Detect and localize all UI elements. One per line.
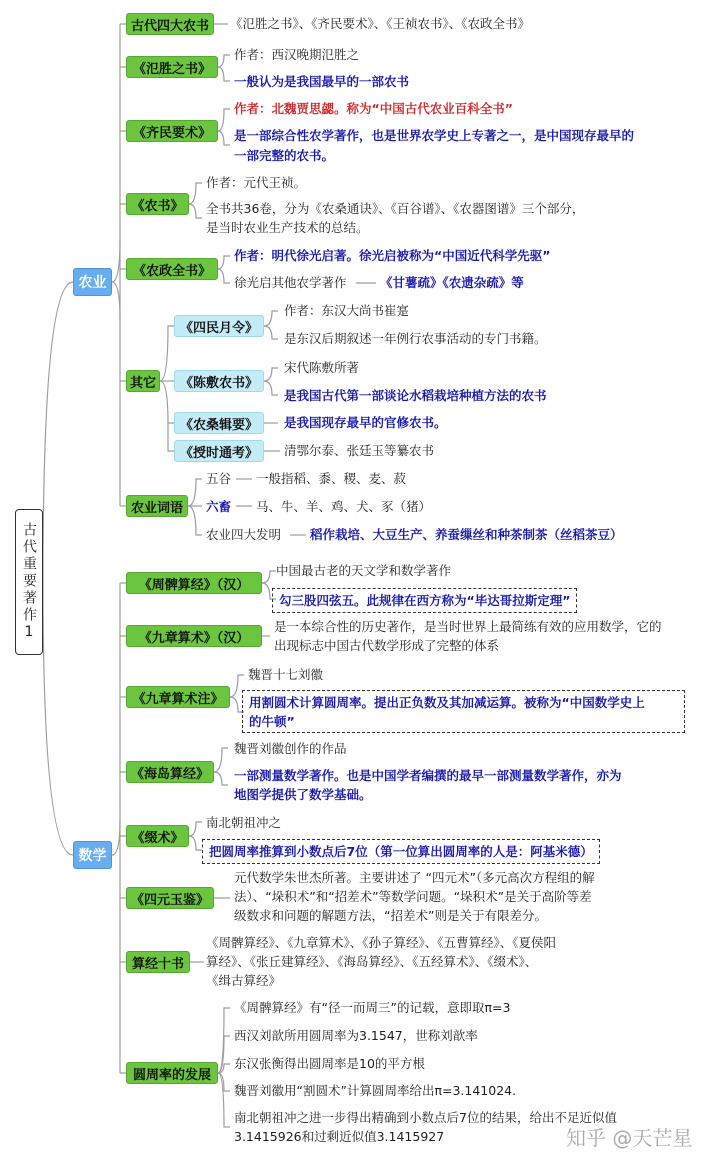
nongzheng-other-books: 《甘薯疏》《农遗杂疏》等 bbox=[380, 275, 524, 290]
nongshu-author: 作者：元代王祯。 bbox=[206, 175, 307, 190]
siyuan-note-2: 法）、“垛积术”和“招差术”等数学问题。“垛积术”是关于高阶等差 bbox=[234, 889, 592, 904]
fansheng-author: 作者：西汉晚期氾胜之 bbox=[234, 47, 360, 62]
qimin-author: 作者：北魏贾思勰。称为“中国古代农业百科全书” bbox=[234, 101, 513, 116]
jiuzhangzhu-note-1: 用割圆术计算圆周率。提出正负数及其加减运算。被称为“中国数学史上 bbox=[249, 695, 645, 710]
liuchu-text: 马、牛、羊、鸡、犬、豕（猪） bbox=[256, 499, 432, 514]
jiuzhangzhu-note bbox=[242, 690, 685, 733]
agri-node: 农业 bbox=[73, 268, 112, 296]
pi-line-5a: 南北朝祖冲之进一步得出精确到小数点后7位的结果，给出不足近似值 bbox=[234, 1110, 617, 1125]
siyuan-note-1: 元代数学朱世杰所著。主要讲述了 “四元术”（多元高次方程组的解 bbox=[234, 870, 595, 885]
four-inventions-label: 农业四大发明 bbox=[206, 527, 282, 542]
terms-node: 农业词语 bbox=[126, 495, 188, 517]
jiuzhangzhu-author: 魏晋十七刘徽 bbox=[248, 667, 324, 682]
simin-author: 作者：东汉大尚书崔寔 bbox=[284, 303, 410, 318]
pi-line-1: 《周髀算经》有“径一而周三”的记载，意即取π=3 bbox=[234, 1000, 511, 1015]
nongzheng-other-prefix: 徐光启其他农学著作 bbox=[234, 275, 347, 290]
qimin-note-2: 一部完整的农书。 bbox=[234, 148, 335, 163]
pi-line-2: 西汉刘歆所用圆周率为3.1547，世称刘歆率 bbox=[234, 1028, 478, 1043]
wugu-text: 一般指稻、黍、稷、麦、菽 bbox=[256, 471, 407, 486]
zhuishu-node: 《缀术》 bbox=[126, 825, 189, 847]
watermark: 知乎 @天芒星 bbox=[566, 1126, 693, 1150]
zhoubi-theorem: 勾三股四弦五。此规律在西方称为“毕达哥拉斯定理” bbox=[272, 588, 577, 613]
haidao-author: 魏晋刘徽创作的作品 bbox=[234, 741, 347, 756]
haidao-note-1: 一部测量数学著作。也是中国学者编撰的最早一部测量数学著作，亦为 bbox=[234, 768, 622, 783]
jiuzhang-note-2: 出现标志中国古代数学形成了完整的体系 bbox=[274, 638, 500, 653]
fansheng-node: 《氾胜之书》 bbox=[126, 56, 218, 78]
jiyao-note: 是我国现存最早的官修农书。 bbox=[284, 415, 447, 430]
pi-line-4: 魏晋刘徽用“割圆术”计算圆周率给出π=3.141024. bbox=[234, 1083, 517, 1098]
zhuishu-note: 把圆周率推算到小数点后7位（第一位算出圆周率的人是：阿基米德） bbox=[202, 839, 600, 864]
qimin-note-1: 是一部综合性农学著作，也是世界农学史上专著之一，是中国现存最早的 bbox=[234, 128, 635, 143]
simin-node: 《四民月令》 bbox=[174, 315, 264, 337]
jiuzhang-node: 《九章算术》（汉） bbox=[126, 625, 262, 647]
chenfu-author: 宋代陈敷所著 bbox=[284, 360, 360, 375]
suanjing-line-3: 《缉古算经》 bbox=[206, 973, 282, 988]
jiuzhang-note-1: 是一本综合性的历史著作，是当时世界上最简练有效的应用数学，它的 bbox=[274, 619, 662, 634]
siyuan-node: 《四元玉鉴》 bbox=[126, 887, 214, 909]
simin-note: 是东汉后期叙述一年例行农事活动的专门书籍。 bbox=[284, 331, 547, 346]
suanjing-node: 算经十书 bbox=[126, 951, 190, 973]
pi-line-3: 东汉张衡得出圆周率是10的平方根 bbox=[234, 1056, 425, 1071]
nongzheng-node: 《农政全书》 bbox=[126, 258, 218, 280]
nongshu-note-1: 全书共36卷，分为《农桑通诀》、《百谷谱》、《农器图谱》三个部分， bbox=[206, 201, 585, 216]
suanjing-line-2: 算经》、《张丘建算经》、《海岛算经》、《五经算术》、《缀术》、 bbox=[206, 954, 538, 969]
nongshu-note-2: 是当时农业生产技术的总结。 bbox=[206, 220, 369, 235]
liuchu-label: 六畜 bbox=[206, 499, 232, 514]
root-node: 古代重要著作1 bbox=[15, 509, 43, 655]
chenfu-note: 是我国古代第一部谈论水稻栽培种植方法的农书 bbox=[284, 388, 547, 403]
zhoubi-note: 中国最古老的天文学和数学著作 bbox=[276, 563, 452, 578]
others-node: 其它 bbox=[126, 370, 160, 392]
jiuzhangzhu-note-2: 的牛顿” bbox=[249, 714, 295, 729]
haidao-node: 《海岛算经》 bbox=[126, 761, 214, 783]
nongshu-node: 《农书》 bbox=[126, 193, 189, 215]
qimin-node: 《齐民要术》 bbox=[126, 120, 218, 142]
nongzheng-author: 作者：明代徐光启著。徐光启被称为“中国近代科学先驱” bbox=[234, 248, 551, 263]
haidao-note-2: 地图学提供了数学基础。 bbox=[234, 787, 372, 802]
shoushi-note: 清鄂尔泰、张廷玉等纂农书 bbox=[284, 443, 435, 458]
pi-line-5b: 3.1415926和过剩近似值3.1415927 bbox=[234, 1129, 445, 1144]
four-books-text: 《氾胜之书》、《齐民要术》、《王祯农书》、《农政全书》 bbox=[230, 16, 531, 31]
jiuzhangzhu-node: 《九章算术注》 bbox=[126, 686, 230, 708]
zhoubi-node: 《周髀算经》（汉） bbox=[126, 572, 262, 594]
zhuishu-author: 南北朝祖冲之 bbox=[206, 815, 282, 830]
shoushi-node: 《授时通考》 bbox=[174, 440, 264, 462]
suanjing-line-1: 《周髀算经》、《九章算术》、《孙子算经》、《五曹算经》、《夏侯阳 bbox=[206, 935, 557, 950]
four-inventions-text: 稻作栽培、大豆生产、养蚕缫丝和种茶制茶（丝稻茶豆） bbox=[310, 527, 623, 542]
math-node: 数学 bbox=[73, 841, 112, 869]
siyuan-note-3: 级数求和问题的解题方法，“招差术”则是关于有限差分。 bbox=[234, 908, 547, 923]
fansheng-note: 一般认为是我国最早的一部农书 bbox=[234, 74, 410, 89]
jiyao-node: 《农桑辑要》 bbox=[174, 412, 264, 434]
chenfu-node: 《陈敷农书》 bbox=[174, 370, 264, 392]
four-books-node: 古代四大农书 bbox=[126, 13, 214, 35]
pi-node: 圆周率的发展 bbox=[126, 1062, 218, 1084]
wugu-label: 五谷 bbox=[206, 471, 232, 486]
